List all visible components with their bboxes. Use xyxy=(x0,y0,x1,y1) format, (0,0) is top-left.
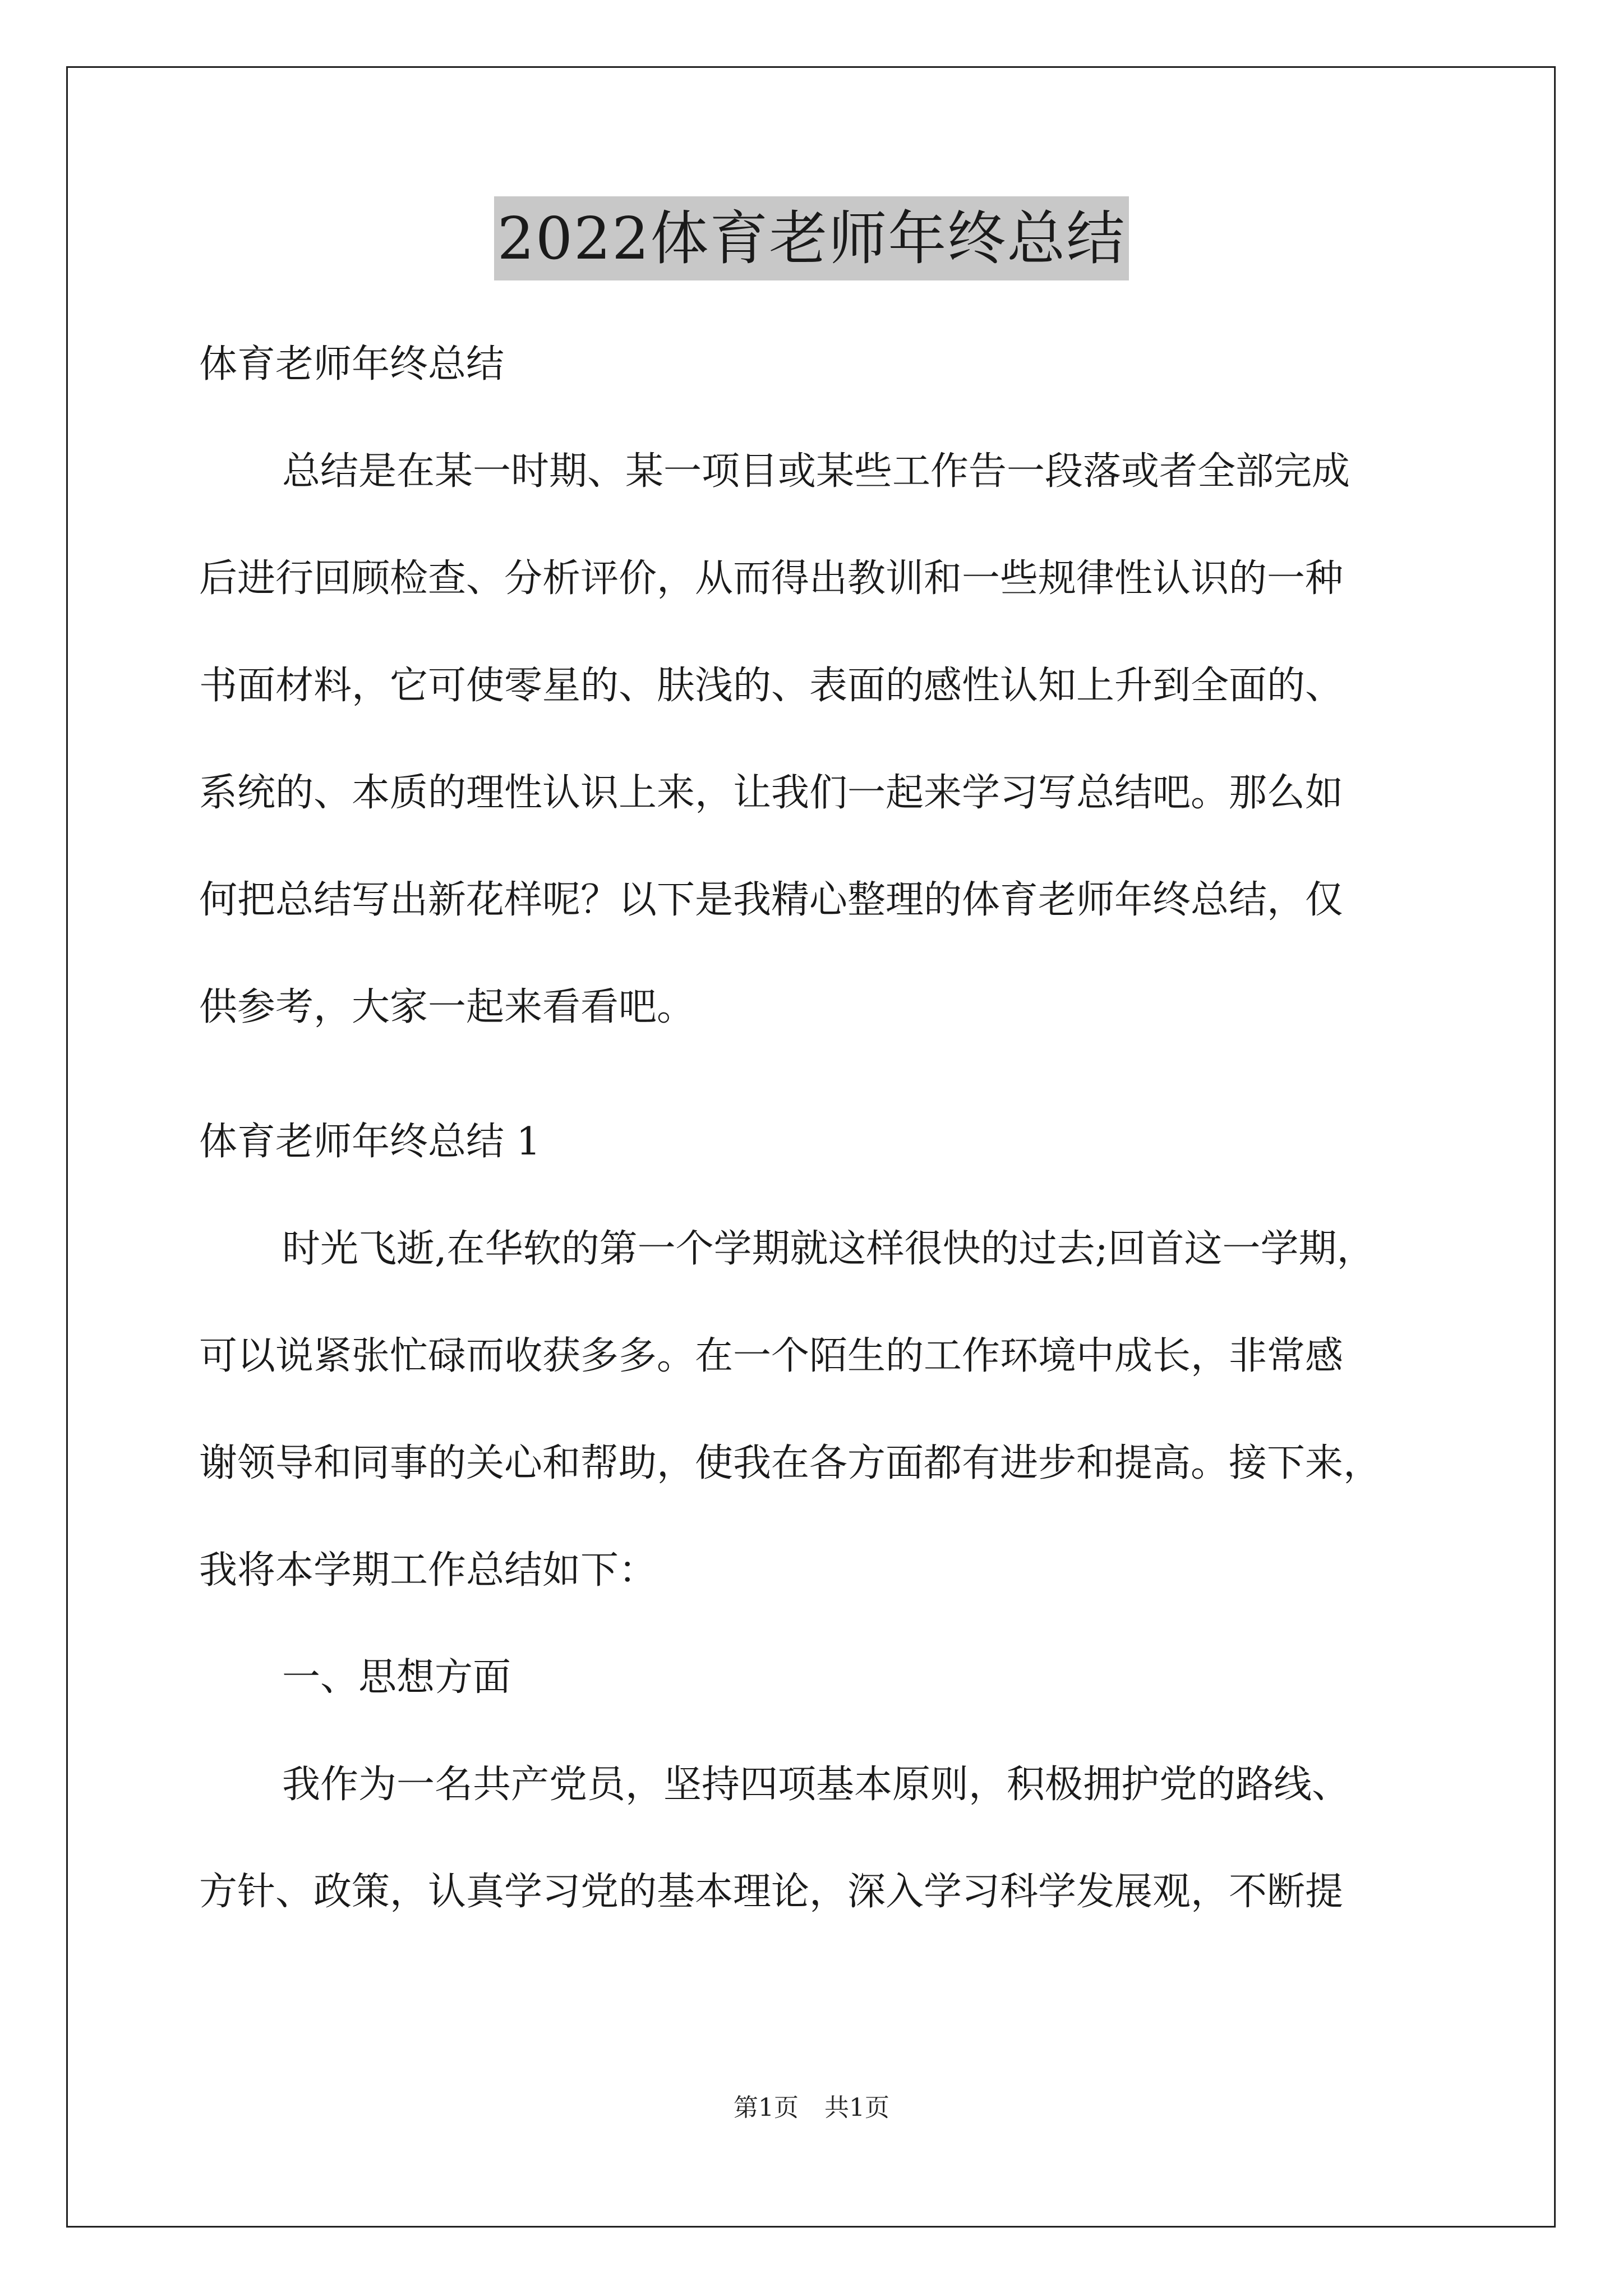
document-body xyxy=(199,337,1430,1971)
paragraph-line: 书面材料，它可使零星的、肤浅的、表面的感性认知上升到全面的、 xyxy=(199,664,1344,708)
paragraph-line: 我作为一名共产党员，坚持四项基本原则，积极拥护党的路线、 xyxy=(282,1763,1350,1807)
paragraph-line: 总结是在某一时期、某一项目或某些工作告一段落或者全部完成 xyxy=(282,449,1350,494)
page-footer xyxy=(0,2091,1623,2125)
paragraph-line: 供参考，大家一起来看看吧。 xyxy=(199,985,695,1029)
paragraph-line: 我将本学期工作总结如下： xyxy=(199,1548,657,1593)
paragraph-line: 谢领导和同事的关心和帮助，使我在各方面都有进步和提高。接下来， xyxy=(199,1441,1382,1485)
section-heading: 体育老师年终总结 xyxy=(199,342,505,386)
paragraph-line: 方针、政策，认真学习党的基本理论，深入学习科学发展观，不断提 xyxy=(199,1870,1344,1914)
document-title: 2022体育老师年终总结 xyxy=(494,196,1129,280)
section-heading: 体育老师年终总结 1 xyxy=(199,1120,541,1164)
subsection-heading: 一、思想方面 xyxy=(282,1655,511,1700)
paragraph-line: 后进行回顾检查、分析评价，从而得出教训和一些规律性认识的一种 xyxy=(199,556,1344,601)
paragraph-line: 时光飞逝,在华软的第一个学期就这样很快的过去;回首这一学期， xyxy=(282,1227,1375,1271)
page-total: 共1页 xyxy=(824,2093,889,2122)
paragraph-line: 可以说紧张忙碌而收获多多。在一个陌生的工作环境中成长，非常感 xyxy=(199,1334,1344,1378)
title-container xyxy=(0,196,1623,280)
paragraph-line: 何把总结写出新花样呢？以下是我精心整理的体育老师年终总结，仅 xyxy=(199,878,1344,922)
paragraph-line: 系统的、本质的理性认识上来，让我们一起来学习写总结吧。那么如 xyxy=(199,771,1344,815)
page-number: 第1页 xyxy=(734,2093,799,2122)
